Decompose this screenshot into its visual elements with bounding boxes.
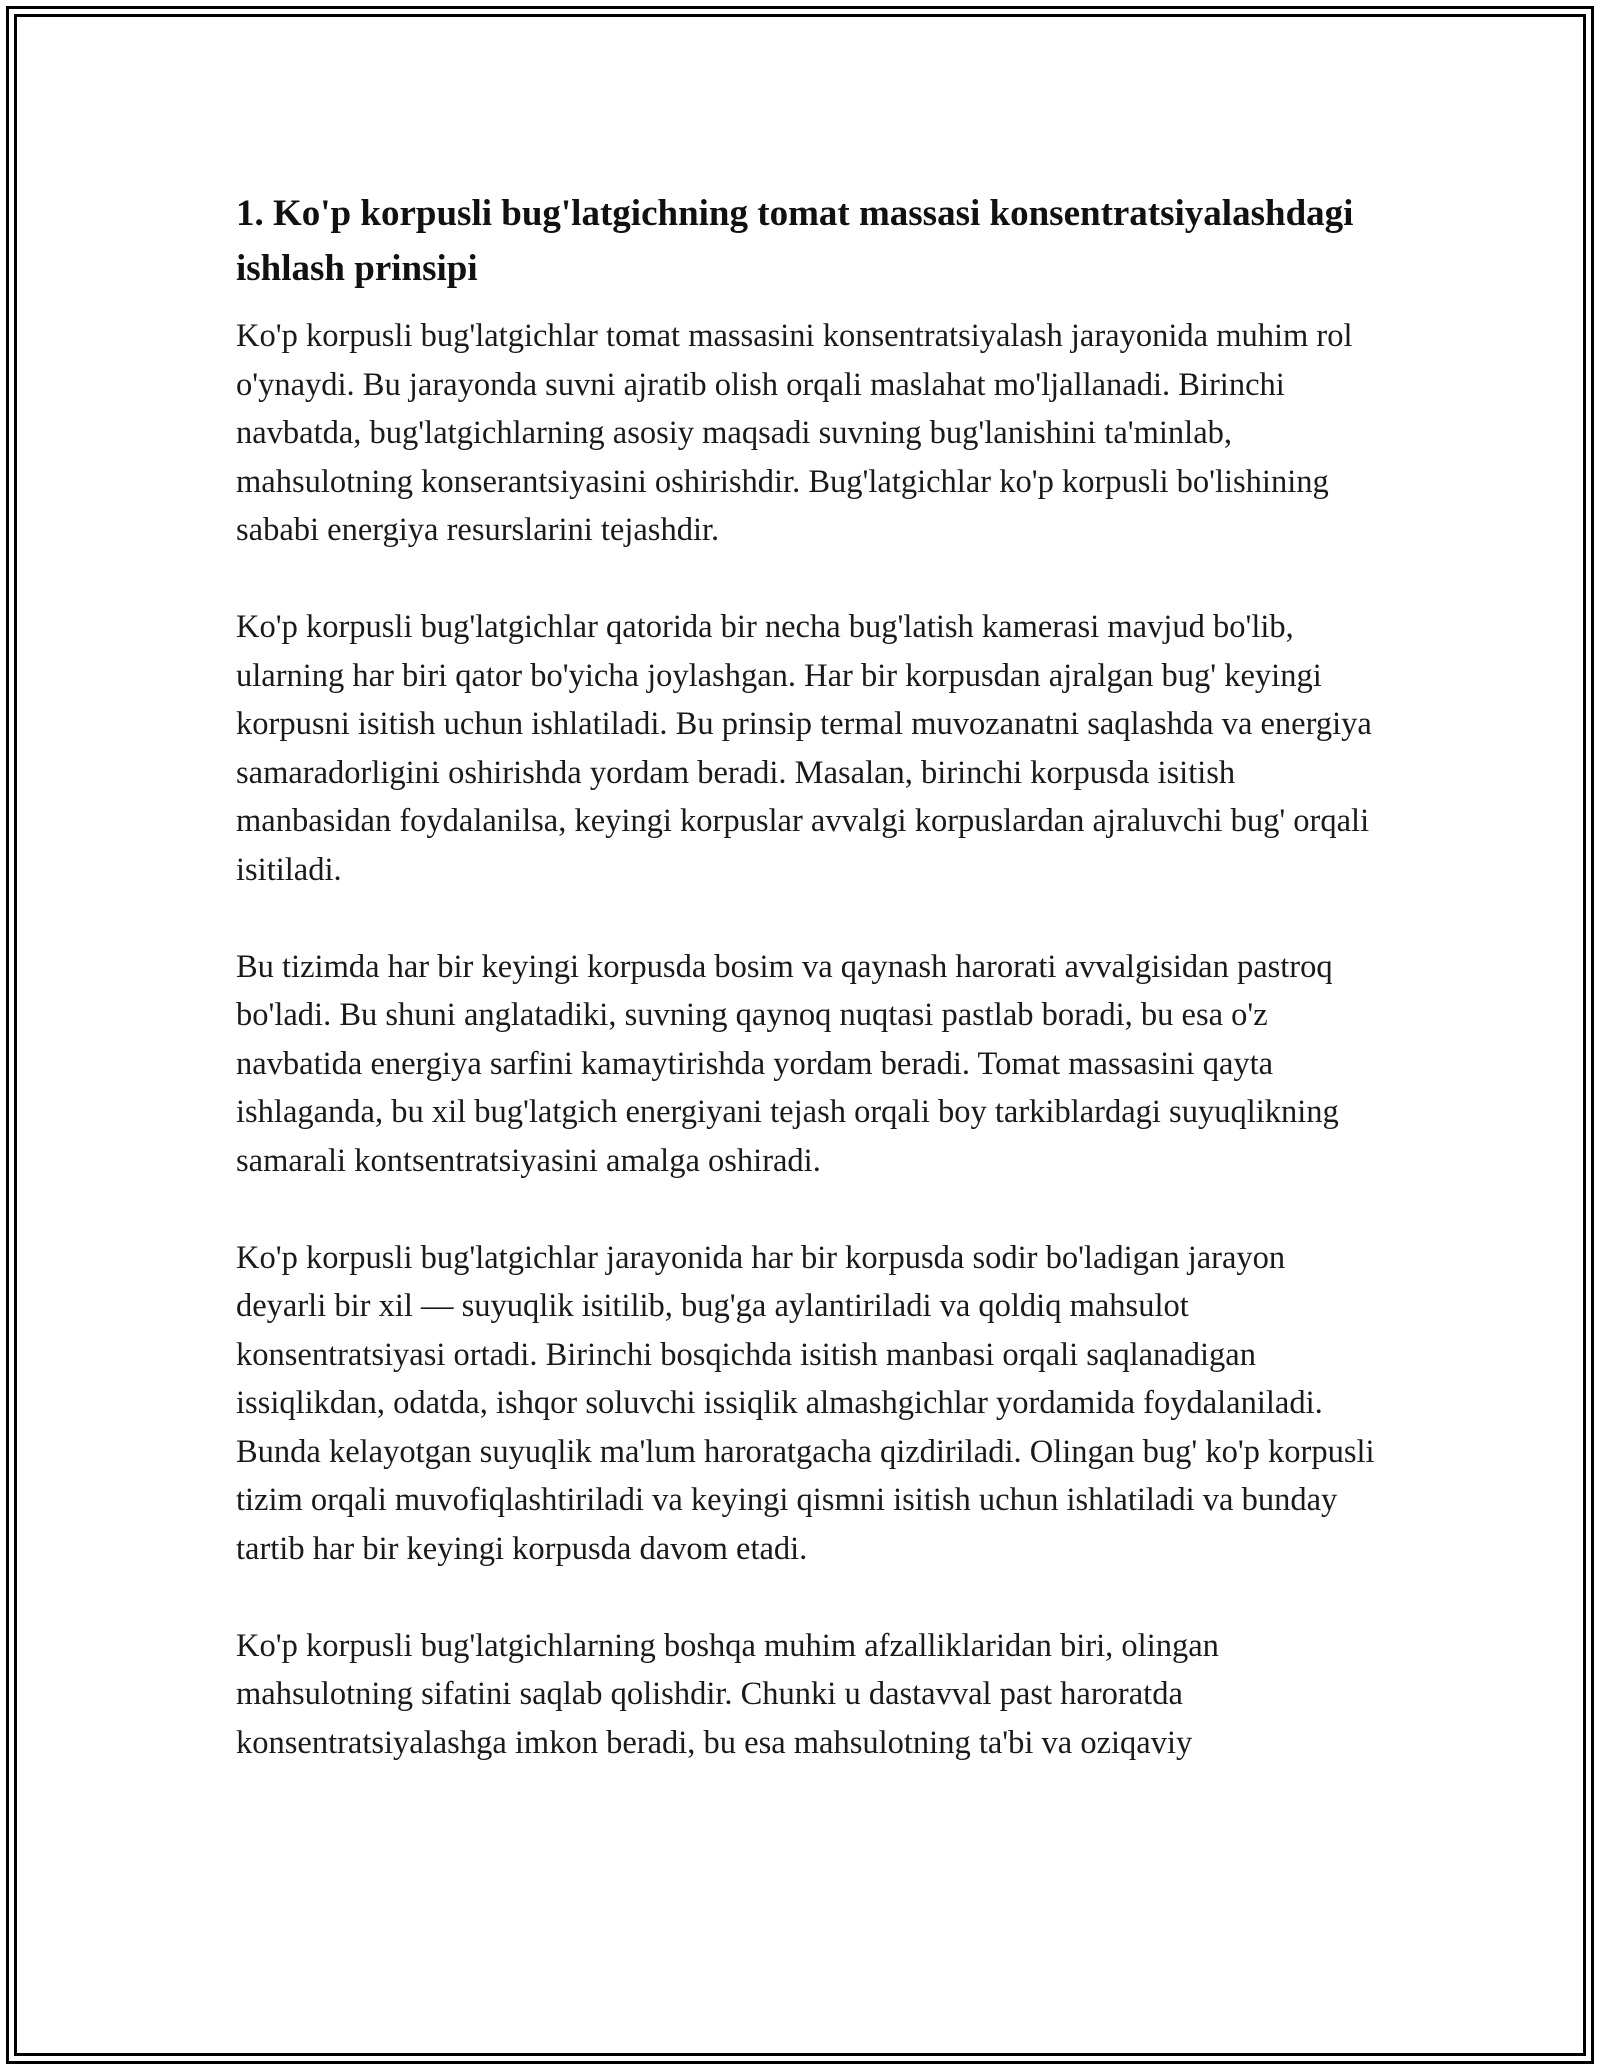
document-body — [236, 186, 1376, 1816]
paragraph-5: Ko'p korpusli bug'latgichlarning boshqa muhim afzalliklaridan biri, olingan mahsulotning sifatini saqlab qolishdir. Chunki u dastavval past haroratda konsentratsiyalashga imkon beradi, bu esa mahsulotning ta'bi va oziqaviy — [236, 1627, 1219, 1761]
paragraph-2: Ko'p korpusli bug'latgichlar qatorida bir necha bug'latish kamerasi mavjud bo'lib, ularning har biri qator bo'yicha joylashgan. Har bir korpusdan ajralgan bug' keyingi korpusni isitish uchun ishlatiladi. Bu prinsip termal muvozanatni saqlashda va energiya samaradorligini oshirishda yordam beradi. Masalan, birinchi korpusda isitish manbasidan foydalanilsa, keyingi korpuslar avvalgi korpuslardan ajraluvchi bug' orqali isitiladi. — [236, 609, 1372, 888]
section-heading: 1. Ko'p korpusli bug'latgichning tomat massasi konsentratsiyalashdagi ishlash prinsipi — [236, 193, 1354, 289]
paragraph-3: Bu tizimda har bir keyingi korpusda bosim va qaynash harorati avvalgisidan pastroq bo'ladi. Bu shuni anglatadiki, suvning qaynoq nuqtasi pastlab boradi, bu esa o'z navbatida energiya sarfini kamaytirishda yordam beradi. Tomat massasini qayta ishlaganda, bu xil bug'latgich energiyani tejash orqali boy tarkiblardagi suyuqlikning samarali kontsentratsiyasini amalga oshiradi. — [236, 948, 1339, 1179]
paragraph-1: Ko'p korpusli bug'latgichlar tomat massasini konsentratsiyalash jarayonida muhim rol o'ynaydi. Bu jarayonda suvni ajratib olish orqali maslahat mo'ljallanadi. Birinchi navbatda, bug'latgichlarning asosiy maqsadi suvning bug'lanishini ta'minlab, mahsulotning konserantsiyasini oshirishdir. Bug'latgichlar ko'p korpusli bo'lishining sababi energiya resurslarini tejashdir. — [236, 318, 1353, 548]
paragraph-4: Ko'p korpusli bug'latgichlar jarayonida har bir korpusda sodir bo'ladigan jarayon deyarli bir xil — suyuqlik isitilib, bug'ga aylantiriladi va qoldiq mahsulot konsentratsiyasi ortadi. Birinchi bosqichda isitish manbasi orqali saqlanadigan issiqlikdan, odatda, ishqor soluvchi issiqlik almashgichlar yordamida foydalaniladi. Bunda kelayotgan suyuqlik ma'lum haroratgacha qizdiriladi. Olingan bug' ko'p korpusli tizim orqali muvofiqlashtiriladi va keyingi qismni isitish uchun ishlatiladi va bunday tartib har bir keyingi korpusda davom etadi. — [236, 1239, 1375, 1567]
